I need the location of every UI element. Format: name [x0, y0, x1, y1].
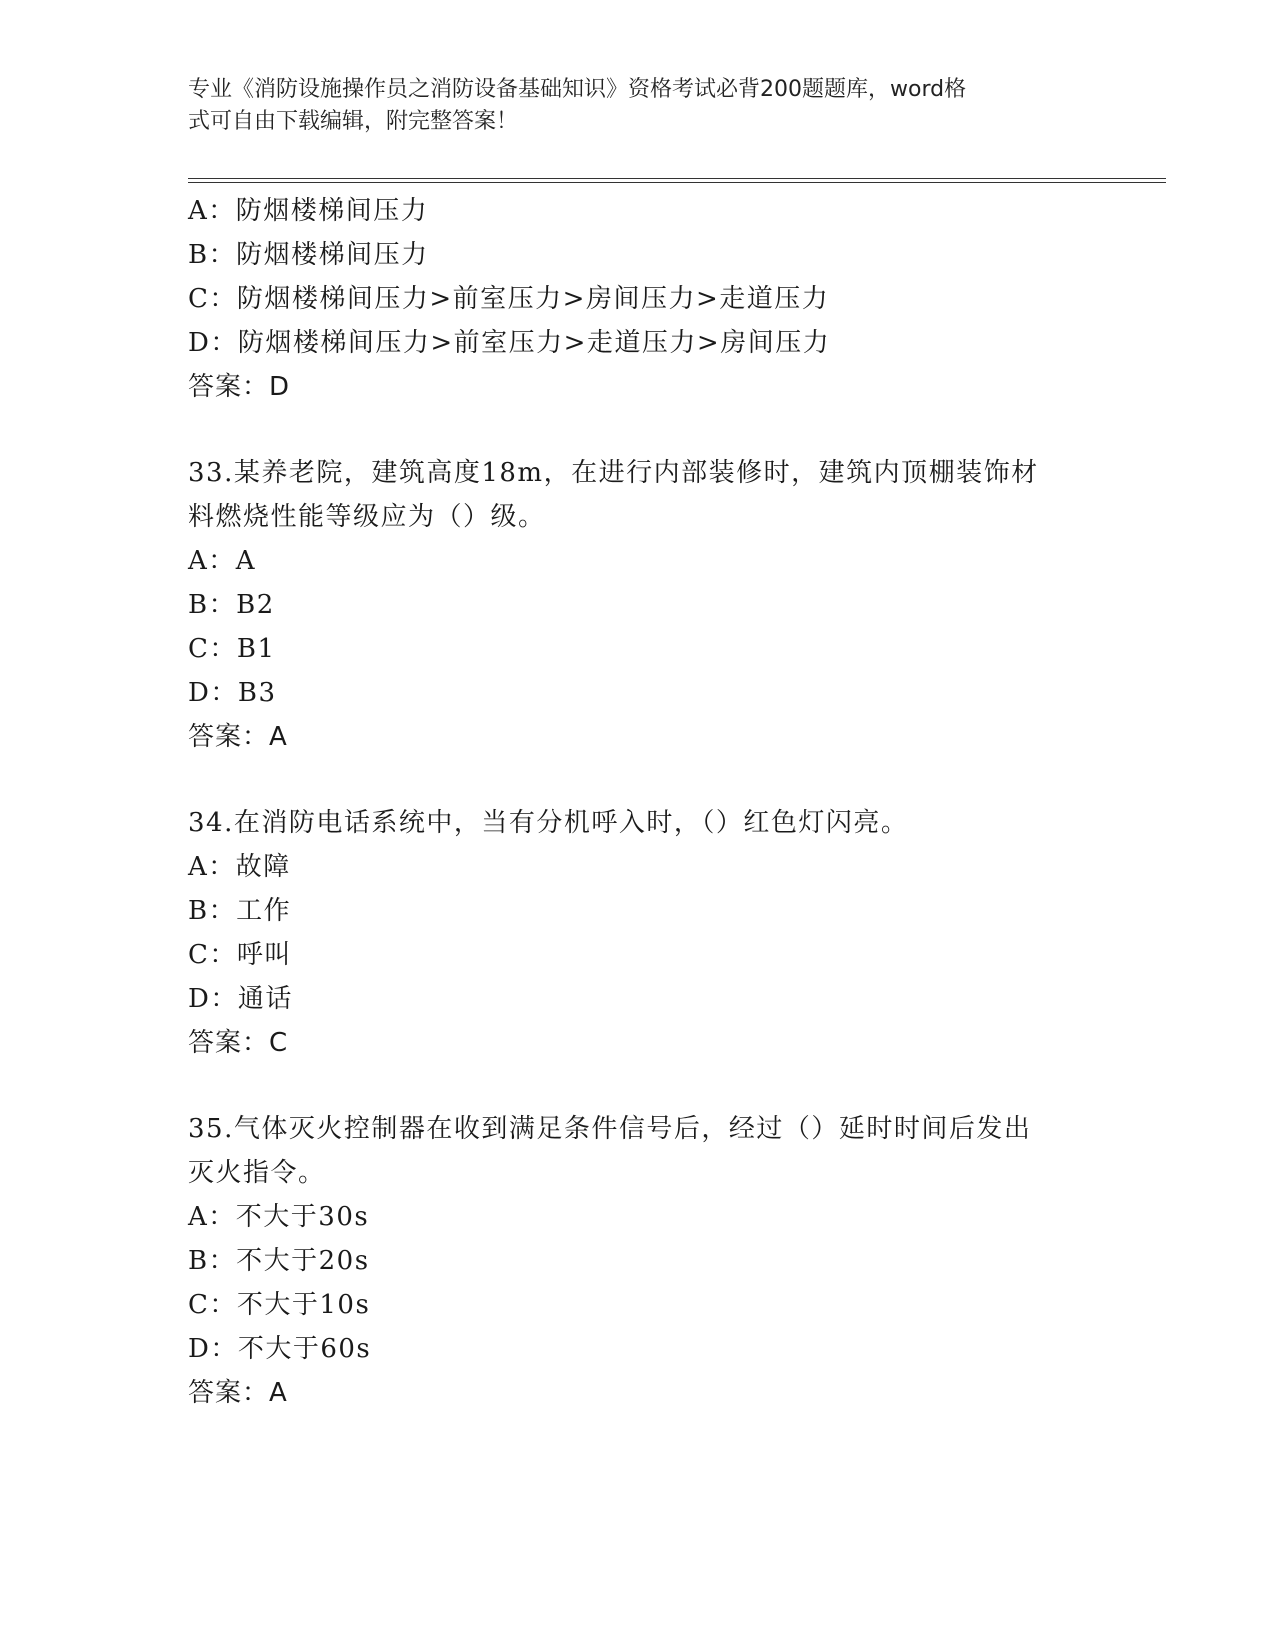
question-35-option-a: A：不大于30s	[188, 1202, 370, 1232]
question-33-option-c: C：B1	[188, 634, 276, 664]
question-35-stem-line-2: 灭火指令。	[188, 1158, 326, 1188]
question-33-option-b: B：B2	[188, 590, 275, 620]
question-35-option-d: D：不大于60s	[188, 1334, 372, 1364]
answer-text: 答案：D	[188, 372, 291, 402]
option-a: A：防烟楼梯间压力	[188, 196, 429, 226]
header-line-2: 式可自由下载编辑，附完整答案！	[188, 109, 519, 134]
question-33-stem-line-2: 料燃烧性能等级应为（）级。	[188, 502, 546, 532]
option-b: B：防烟楼梯间压力	[188, 240, 429, 270]
header-divider	[188, 178, 1166, 183]
question-34-option-d: D：通话	[188, 984, 293, 1014]
question-34-answer: 答案：C	[188, 1028, 289, 1058]
option-c: C：防烟楼梯间压力>前室压力>房间压力>走道压力	[188, 284, 830, 314]
question-34-option-b: B：工作	[188, 896, 292, 926]
header-line-1: 专业《消防设施操作员之消防设备基础知识》资格考试必背200题题库，word格	[188, 77, 967, 102]
document-header	[188, 74, 1068, 138]
question-33-stem-line-1: 33.某养老院，建筑高度18m，在进行内部装修时，建筑内顶棚装饰材	[188, 458, 1039, 488]
question-34-option-a: A：故障	[188, 852, 291, 882]
question-33-option-a: A：A	[188, 546, 257, 576]
question-35-answer: 答案：A	[188, 1378, 288, 1408]
question-33-option-d: D：B3	[188, 678, 277, 708]
question-35-option-c: C：不大于10s	[188, 1290, 371, 1320]
question-35-stem-line-1: 35.气体灭火控制器在收到满足条件信号后，经过（）延时时间后发出	[188, 1114, 1032, 1144]
question-33-answer: 答案：A	[188, 722, 288, 752]
option-d: D：防烟楼梯间压力>前室压力>走道压力>房间压力	[188, 328, 831, 358]
question-34-stem-line-1: 34.在消防电话系统中，当有分机呼入时，（）红色灯闪亮。	[188, 808, 909, 838]
question-35-option-b: B：不大于20s	[188, 1246, 370, 1276]
question-34-option-c: C：呼叫	[188, 940, 292, 970]
